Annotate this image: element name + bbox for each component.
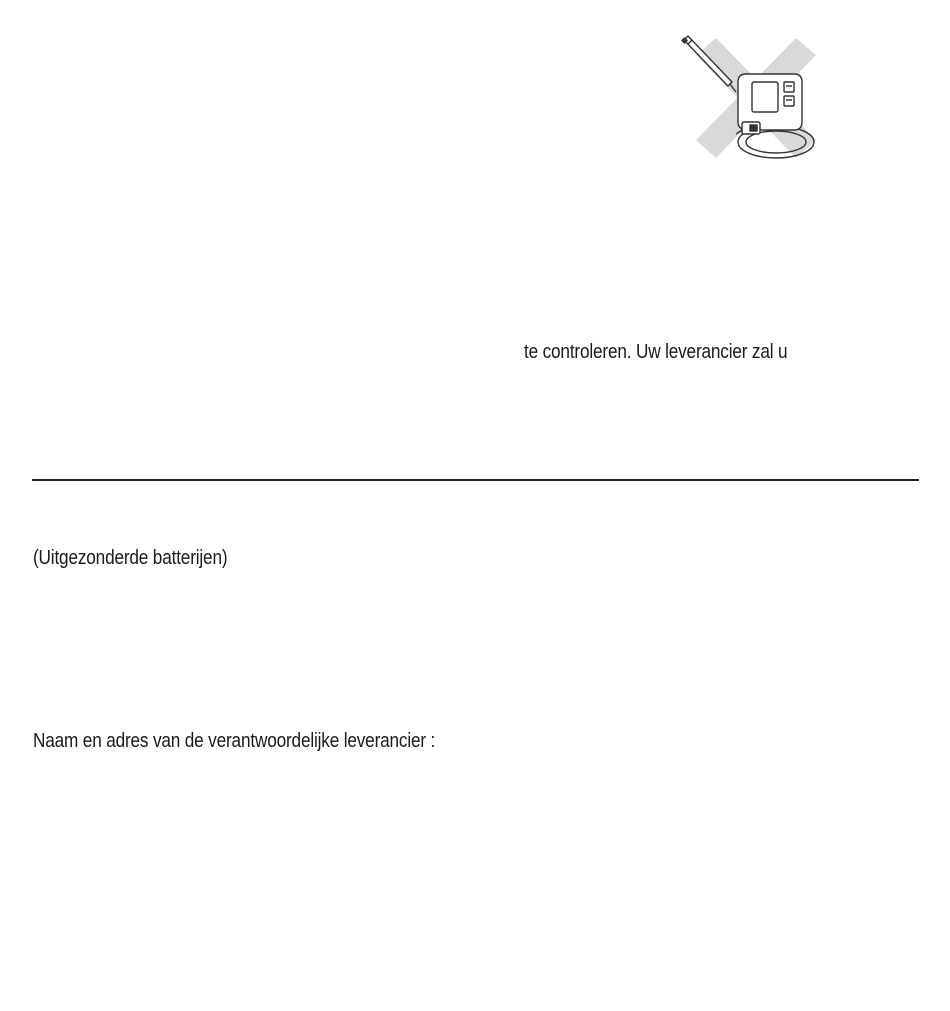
- no-sharp-object-on-wrist-monitor-icon: [676, 30, 826, 170]
- body-text-line-batterijen: (Uitgezonderde batterijen): [33, 547, 228, 569]
- body-text-line-leverancier: Naam en adres van de verantwoordelijke leverancier :: [33, 730, 436, 752]
- body-text-line-controleren: te controleren. Uw leverancier zal u: [524, 341, 788, 363]
- horizontal-divider: [32, 479, 919, 481]
